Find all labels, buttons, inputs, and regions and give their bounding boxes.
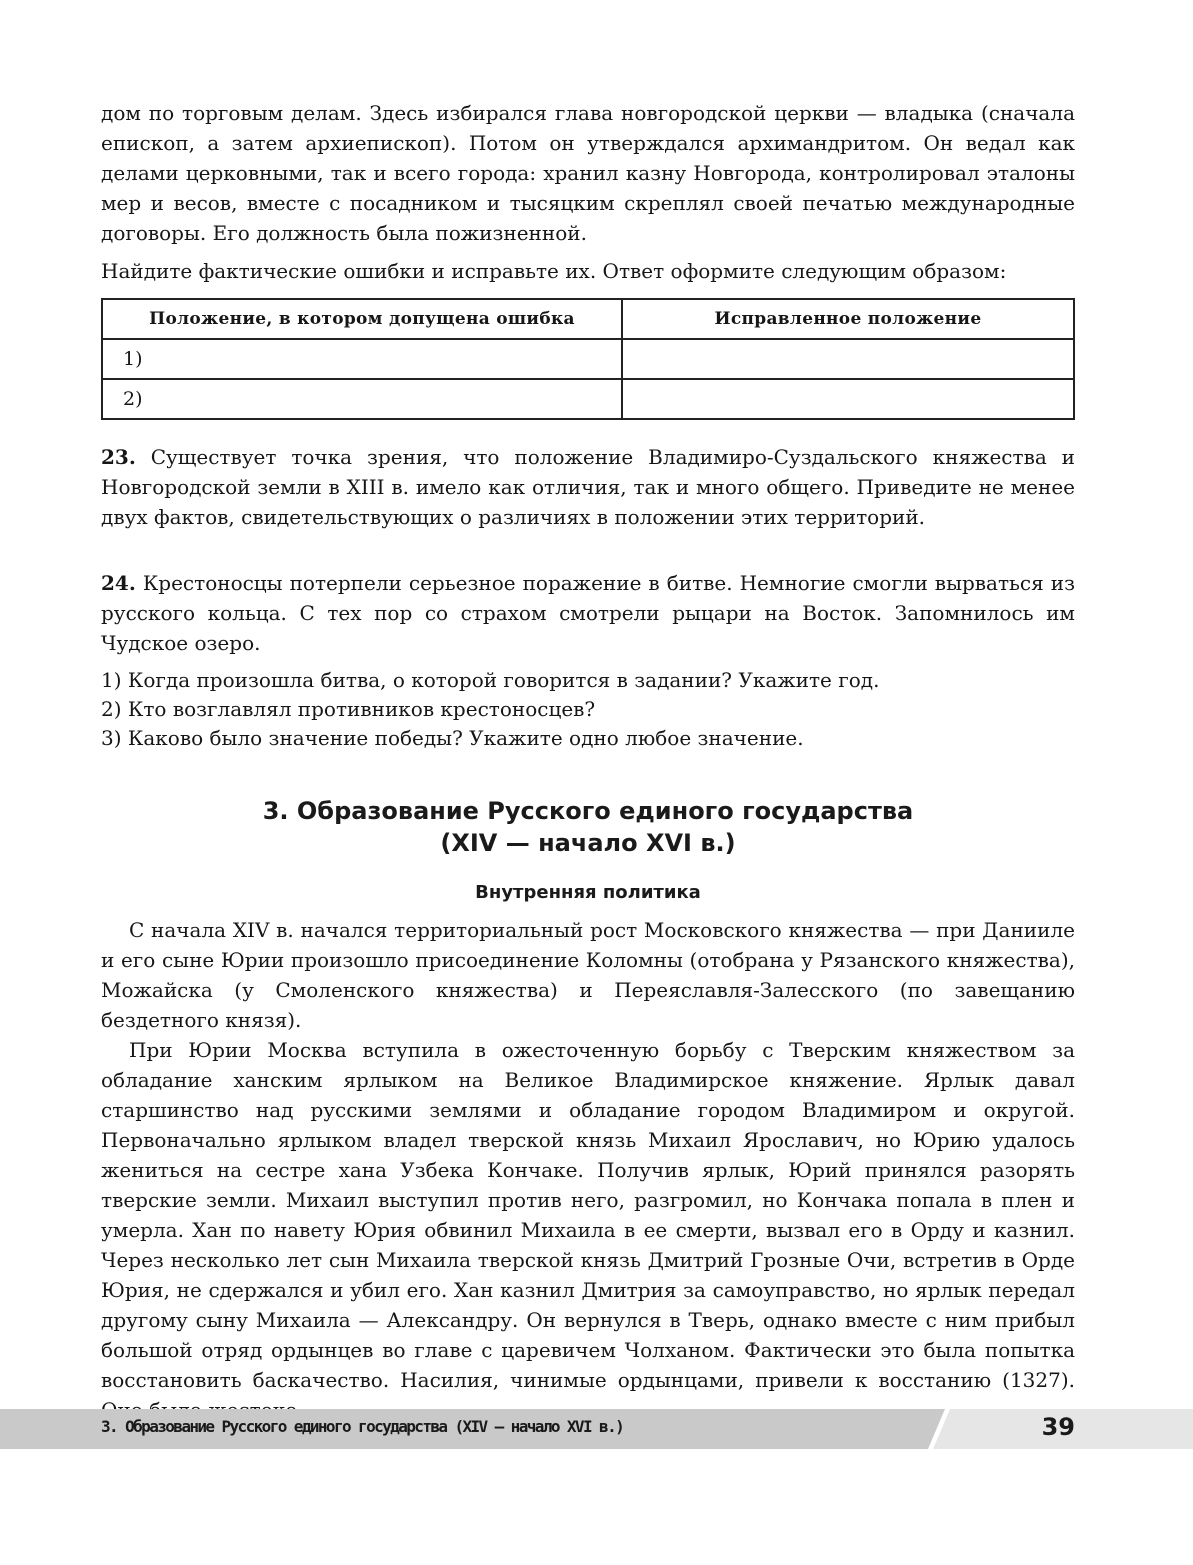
table-row — [102, 339, 1074, 379]
page-footer — [0, 1409, 1193, 1449]
task-24-questions — [101, 666, 1075, 753]
answer-table — [101, 298, 1075, 420]
section-title: Внутренняя политика — [475, 882, 701, 903]
answer-row-cell — [622, 339, 1074, 379]
task-23-text: Существует точка зрения, что положение Владимиро-Суздальского княжества и Новгородской земли в XIII в. имело как отличия, так и много общего. Приведите не менее двух фактов, свидетельствующих о различиях в положении этих территорий. — [101, 445, 1076, 529]
page-content — [101, 98, 1075, 1425]
answer-row-label: 1) — [102, 339, 622, 379]
answer-row-label: 2) — [102, 379, 622, 419]
answer-row-cell — [622, 379, 1074, 419]
task-24-text: Крестоносцы потерпели серьезное поражение в битве. Немногие смогли вырваться из русского кольца. С тех пор со страхом смотрели рыцари на Восток. Запомнилось им Чудское озеро. — [101, 571, 1075, 655]
page-number: 39 — [1041, 1413, 1075, 1441]
list-item: 2) Кто возглавлял противников крестоносцев? — [101, 697, 596, 721]
instruction-text: Найдите фактические ошибки и исправьте их. Ответ оформите следующим образом: — [101, 259, 1007, 283]
body-paragraph-1: С начала XIV в. начался территориальный рост Московского княжества — при Данииле и его сыне Юрии произошло присоединение Коломны (отобрана у Рязанского княжества), Можайска (у Смоленского княжества) и Переяславля-Залесского (по завещанию бездетного князя). — [101, 918, 1075, 1032]
task-23 — [101, 442, 1075, 532]
answer-table-header-row — [102, 299, 1074, 339]
list-item: 1) Когда произошла битва, о которой говорится в задании? Укажите год. — [101, 668, 880, 692]
chapter-title-line-2: (XIV — начало XVI в.) — [440, 829, 736, 857]
table-row — [102, 379, 1074, 419]
footer-running-title: 3. Образование Русского единого государства (XIV — начало XVI в.) — [101, 1417, 624, 1436]
answer-table-header-corrected: Исправленное положение — [622, 299, 1074, 339]
body-paragraph-2: При Юрии Москва вступила в ожесточенную борьбу с Тверским княжеством за обладание ханским ярлыком на Великое Владимирское княжение. Ярлык давал старшинство над русскими землями и обладание городом Владимиром и округой. Первоначально ярлыком владел тверской князь Михаил Ярославич, но Юрию удалось жениться на сестре хана Узбека Кончаке. Получив ярлык, Юрий принялся разорять тверские земли. Михаил выступил против него, разгромил, но Кончака попала в плен и умерла. Хан по навету Юрия обвинил Михаила в ее смерти, вызвал его в Орду и казнил. Через несколько лет сын Михаила тверской князь Дмитрий Грозные Очи, встретив в Орде Юрия, не сдержался и убил его. Хан казнил Дмитрия за самоуправство, но ярлык передал другому сыну Михаила — Александру. Он вернулся в Тверь, однако вместе с ним прибыл большой отряд ордынцев во главе с царевичем Чолханом. Фактически это была попытка восстановить баскачество. Насилия, чинимые ордынцами, привели к восстанию (1327). — [101, 1038, 1075, 1392]
task-24-number: 24. — [101, 571, 136, 595]
chapter-title — [101, 795, 1075, 859]
task-24 — [101, 568, 1075, 658]
list-item: 3) Каково было значение победы? Укажите одно любое значение. — [101, 726, 804, 750]
chapter-title-line-1: 3. Образование Русского единого государства — [262, 797, 914, 825]
intro-paragraph: дом по торговым делам. Здесь избирался глава новгородской церкви — владыка (сначала епископ, а затем архиепископ). Потом он утверждался архимандритом. Он ведал как делами церковными, так и всего города: хранил казну Новгорода, контролировал эталоны мер и весов, вместе с посадником и тысяцким скреплял своей печатью международные договоры. Его должность была пожизненной. — [101, 101, 1075, 245]
task-23-number: 23. — [101, 445, 136, 469]
answer-table-header-error: Положение, в котором допущена ошибка — [102, 299, 622, 339]
